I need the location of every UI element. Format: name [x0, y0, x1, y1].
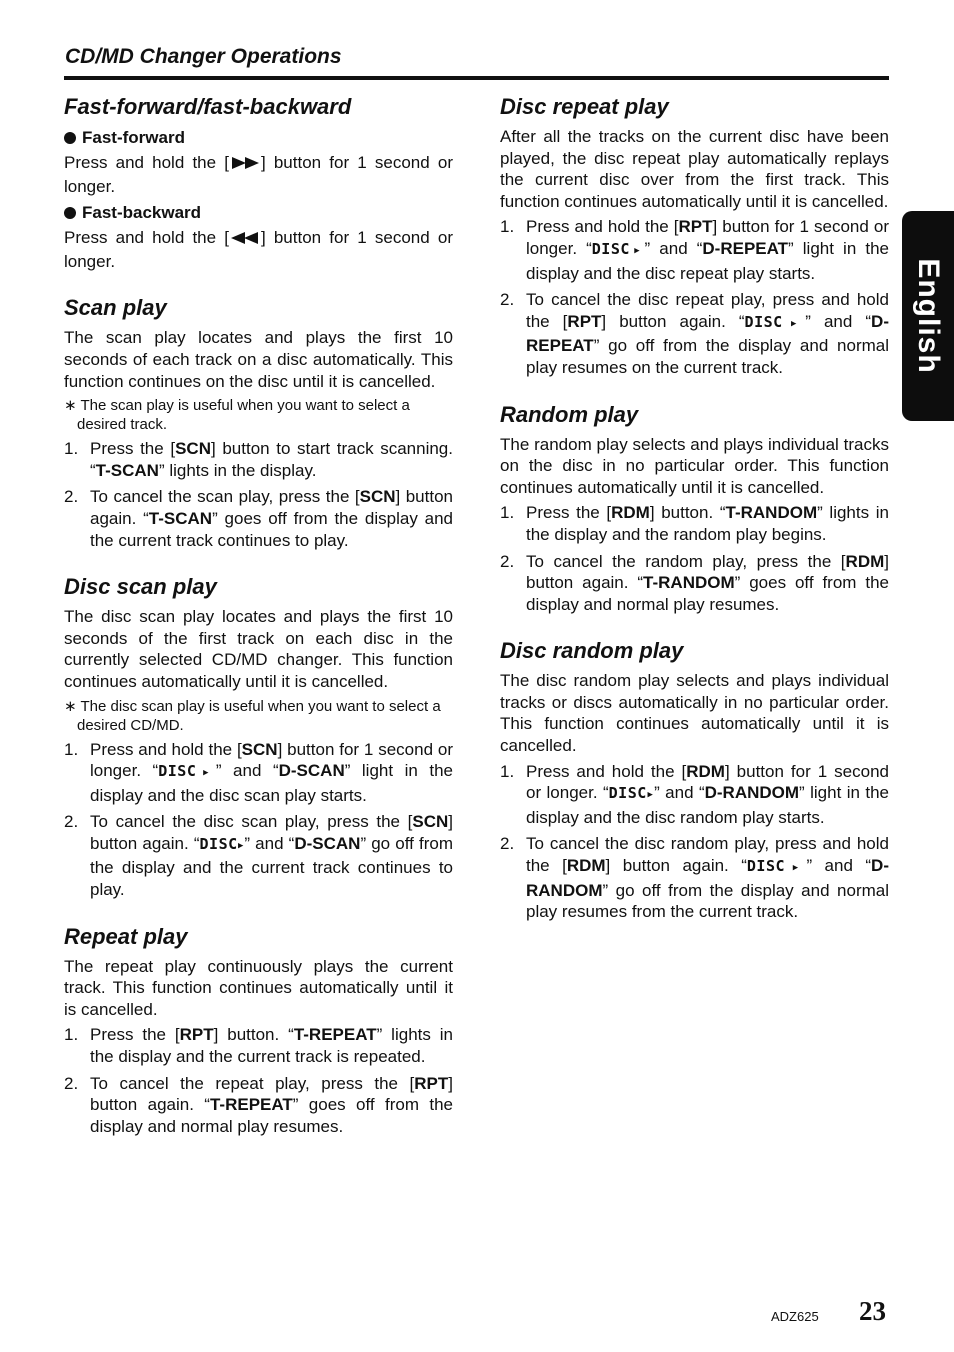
section-title: Repeat play — [64, 923, 188, 949]
scan-play-note: ∗ The scan play is useful when you want to select a desired track. — [64, 397, 410, 434]
list-item: 1. Press and hold the [RPT] button for 1 second or longer. “DISC▶” and “D-REPEAT” light in the display and the disc repeat play starts. — [500, 217, 889, 283]
disc-indicator: DISC▶ — [591, 239, 645, 258]
disc-indicator: DISC▶ — [158, 762, 216, 781]
fast-forward-text: Press and hold the [ ] button for 1 second or longer. — [64, 153, 453, 196]
section-title: Disc random play — [500, 638, 684, 664]
play-triangle-icon: ▶ — [196, 768, 216, 779]
list-item: 1. Press and hold the [SCN] button for 1 second or longer. “DISC▶” and “D-SCAN” light in the display and the disc scan play starts. — [64, 739, 453, 805]
page-number: 23 — [859, 1296, 886, 1326]
section-title: Scan play — [64, 295, 167, 321]
repeat-play-body: The repeat play continuously plays the current track. This function continues automatically until it is cancelled. — [64, 956, 453, 1019]
section-title: Disc repeat play — [500, 94, 669, 119]
fast-forward-icon — [229, 154, 261, 176]
play-triangle-icon: ▶ — [237, 840, 245, 851]
disc-scan-body: The disc scan play locates and plays the first 10 seconds of the first track on each disc in the currently selected CD/MD changer. This function continues automatically until it is cancelled. — [64, 607, 453, 691]
play-triangle-icon: ▶ — [629, 245, 645, 256]
list-item: 1. Press the [RPT] button. “T-REPEAT” lights in the display and the current track is repeated. — [64, 1025, 454, 1067]
disc-random-body: The disc random play selects and plays individual tracks or discs automatically in no particular order. This function continues automatically until it is cancelled. — [500, 671, 889, 756]
list-item: 2. To cancel the scan play, press the [SCN] button again. “T-SCAN” goes off from the display and the current track continues to play. — [64, 487, 453, 550]
play-triangle-icon: ▶ — [646, 790, 655, 801]
list-item: 2. To cancel the disc random play, press and hold the [RDM] button again. “DISC▶” and “D-RANDOM” go off from the display and normal play resumes from the current track. — [500, 834, 889, 922]
list-item: 1. Press and hold the [RDM] button for 1 second or longer. “DISC▶” and “D-RANDOM” light in the display and the disc random play starts. — [500, 761, 890, 827]
section-disc-scan-play — [64, 573, 453, 901]
disc-scan-note: ∗ The disc scan play is useful when you want to select a desired CD/MD. — [64, 697, 441, 734]
section-title: Fast-forward/fast-backward — [64, 94, 352, 119]
list-item: 1. Press the [RDM] button. “T-RANDOM” lights in the display and the random play begins. — [500, 503, 889, 544]
section-disc-random-play — [500, 637, 889, 923]
list-item: 2. To cancel the disc scan play, press the [SCN] button again. “DISC▶” and “D-SCAN” go off from the display and the current track continues to play. — [64, 812, 453, 900]
section-scan-play — [64, 294, 453, 551]
section-fast-forward-backward — [64, 93, 453, 272]
fast-backward-text: Press and hold the [ ] button for 1 second or longer. — [64, 228, 453, 271]
random-play-body: The random play selects and plays individual tracks on the disc in no particular order. This function continues automatically until it is cancelled. — [500, 434, 889, 497]
left-column — [64, 93, 453, 1159]
scan-play-body: The scan play locates and plays the first 10 seconds of each track on a disc automatically. This function continues on the disc until it is cancelled. — [64, 328, 453, 391]
disc-repeat-body: After all the tracks on the current disc have been played, the disc repeat play automatically replays the current disc over from the first track. This function continues automatically until it is cancelled. — [500, 127, 889, 211]
section-random-play — [500, 401, 889, 616]
model-code: ADZ625 — [771, 1309, 819, 1324]
play-triangle-icon: ▶ — [785, 863, 807, 874]
list-item: 2. To cancel the repeat play, press the [RPT] button again. “T-REPEAT” goes off from the display and normal play resumes. — [64, 1073, 453, 1136]
section-title: Random play — [500, 401, 639, 427]
subheading-fast-backward: Fast-backward — [64, 201, 453, 225]
disc-indicator: DISC▶ — [744, 312, 806, 331]
right-column — [500, 93, 889, 945]
list-item: 1. Press the [SCN] button to start track scanning. “T-SCAN” lights in the display. — [64, 439, 453, 480]
list-item: 2. To cancel the disc repeat play, press and hold the [RPT] button again. “DISC▶” and “D-REPEAT” go off from the display and normal play resumes on the current track. — [500, 290, 889, 377]
page-header-title: CD/MD Changer Operations — [65, 45, 342, 68]
list-item: 2. To cancel the random play, press the [RDM] button again. “T-RANDOM” goes off from the display and normal play resumes. — [500, 551, 889, 614]
disc-indicator: DISC▶ — [199, 834, 245, 853]
section-disc-repeat-play — [500, 93, 889, 379]
bullet-icon — [64, 207, 76, 219]
fast-backward-icon — [229, 229, 261, 251]
language-tab-label: English — [912, 258, 945, 374]
subheading-fast-forward: Fast-forward — [64, 126, 453, 150]
disc-indicator: DISC▶ — [608, 784, 655, 803]
play-triangle-icon: ▶ — [782, 318, 806, 329]
section-title: Disc scan play — [64, 574, 217, 600]
disc-indicator: DISC▶ — [746, 857, 807, 876]
section-repeat-play — [64, 923, 453, 1138]
bullet-icon — [64, 132, 76, 144]
header-rule — [64, 76, 889, 80]
language-side-tab — [902, 211, 954, 421]
